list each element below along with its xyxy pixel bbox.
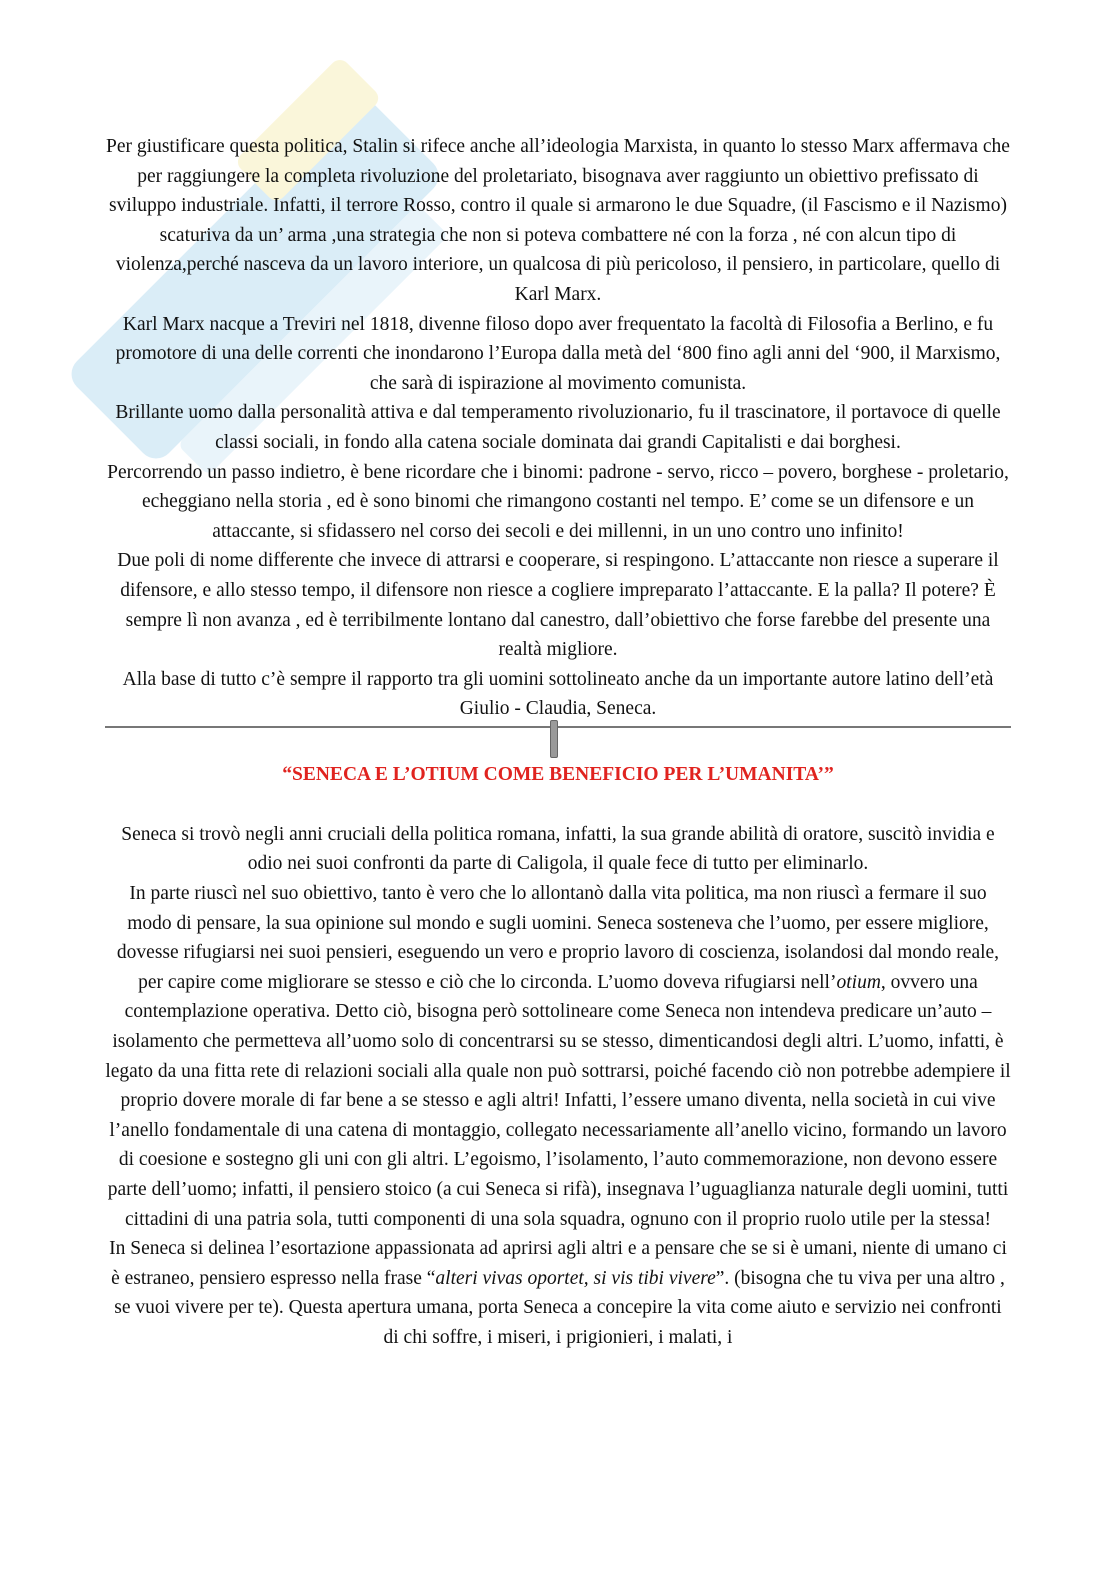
section-seneca: [105, 820, 1011, 1353]
paragraph-otium-text-a: In parte riuscì nel suo obiettivo, tanto è vero che lo allontanò dalla vita politica, ma non riuscì a fermare il suo modo di pensare, la sua opinione sul mondo e sugli uomini. Seneca sosteneva che l’uomo, per essere migliore, dovesse rifugiarsi nei suoi pensieri, eseguendo un vero e proprio lavoro di coscienza, isolandosi dal mondo reale, per capire come migliorare se stesso e ciò che lo circonda. L’uomo doveva rifugiarsi nell’: [116, 883, 1000, 993]
section-divider: [105, 720, 1011, 760]
latin-quote-italic: alteri vivas oportet, si vis tibi vivere: [435, 1267, 716, 1289]
section-title: “SENECA E L’OTIUM COME BENEFICIO PER L’UMANITA’”: [282, 763, 834, 785]
divider-line: [105, 726, 1011, 728]
paragraph-marx-bio: Karl Marx nacque a Treviri nel 1818, divenne filoso dopo aver frequentato la facoltà di Filosofia a Berlino, e fu promotore di una delle correnti che inondarono l’Europa dalla metà del ‘800 fino agli anni del ‘900, il Marxismo, che sarà di ispirazione al movimento comunista.: [115, 313, 1001, 394]
section-marx: [105, 132, 1011, 724]
paragraph-two-poles: Due poli di nome differente che invece di attrarsi e cooperare, si respingono. L’attaccante non riesce a superare il difensore, e allo stesso tempo, il difensore non riesce a cogliere impreparato l’attaccante. E la palla? Il potere? È sempre lì non avanza , ed è terribilmente lontano dal canestro, dall’obiettivo che forse farebbe del presente una realtà migliore.: [117, 550, 999, 661]
paragraph-otium: [105, 879, 1011, 1234]
divider-handle-icon: [550, 720, 558, 758]
paragraph-stalin: Per giustificare questa politica, Stalin si rifece anche all’ideologia Marxista, in quanto lo stesso Marx affermava che per raggiungere la completa rivoluzione del proletariato, bisognava aver raggiunto un obiettivo prefissato di sviluppo industriale. Infatti, il terrore Rosso, contro il quale si armarono le due Squadre, (il Fascismo e il Nazismo) scaturiva da un’ arma ,una strategia che non si poteva combattere né con la forza , né con alcun tipo di violenza,perché nasceva da un lavoro interiore, un qualcosa di più pericoloso, il pensiero, in particolare, quello di Karl Marx.: [106, 136, 1010, 305]
paragraph-binomials: Percorrendo un passo indietro, è bene ricordare che i binomi: padrone - servo, ricco – povero, borghese - proletario, echeggiano nella storia , ed è sono binomi che rimangono costanti nel tempo. E’ come se un difensore e un attaccante, si sfidassero nel corso dei secoli e dei millenni, in un uno contro uno infinito!: [107, 461, 1009, 542]
document-page: [105, 132, 1011, 1353]
paragraph-alteri: [105, 1234, 1011, 1352]
paragraph-alteri-text-a: In Seneca si delinea l’esortazione appassionata ad aprirsi agli altri e a pensare che se si è umani, niente di umano ci è estraneo, pensiero espresso nella frase “: [109, 1238, 1007, 1289]
paragraph-otium-text-b: , ovvero una contemplazione operativa. Detto ciò, bisogna però sottolineare come Seneca non intendeva predicare un’auto – isolamento che permetteva all’uomo solo di concentrarsi su se stesso, dimenticandosi degli altri. L’uomo, infatti, è legato da una fitta rete di relazioni sociali alla quale non può sottrarsi, poiché facendo ciò non potrebbe adempiere il proprio dovere morale di far bene a se stesso e agli altri! Infatti, l’essere umano diventa, nella società in cui vive l’anello fondamentale di una catena di montaggio, collegato necessariamente all’anello vicino, formando un lavoro di coesione e sostegno gli uni con gli altri. L’egoismo, l’isolamento, l’auto commemorazione, non devono essere parte dell’uomo; infatti, il pensiero stoico (a cui Seneca si rifà), insegnava l’uguaglianza naturale degli uomini, tutti cittadini di una patria sola, tutti componenti di una sola squadra, ognuno con il proprio ruolo utile per la stessa!: [105, 971, 1011, 1230]
paragraph-alteri-text-b: ”. (bisogna che tu viva per una altro , se vuoi vivere per te). Questa apertura umana, porta Seneca a concepire la vita come aiuto e servizio nei confronti di chi soffre, i miseri, i prigionieri, i malati, i: [114, 1267, 1005, 1348]
otium-italic: otium: [836, 971, 881, 993]
paragraph-marx-personality: Brillante uomo dalla personalità attiva e dal temperamento rivoluzionario, fu il trascinatore, il portavoce di quelle classi sociali, in fondo alla catena sociale dominata dai grandi Capitalisti e dai borghesi.: [115, 402, 1001, 453]
paragraph-seneca-intro: Alla base di tutto c’è sempre il rapporto tra gli uomini sottolineato anche da un importante autore latino dell’età Giulio - Claudia, Seneca.: [122, 668, 994, 720]
paragraph-seneca-caligola: Seneca si trovò negli anni cruciali della politica romana, infatti, la sua grande abilità di oratore, suscitò invidia e odio nei suoi confronti da parte di Caligola, il quale fece di tutto per eliminarlo.: [121, 823, 995, 875]
